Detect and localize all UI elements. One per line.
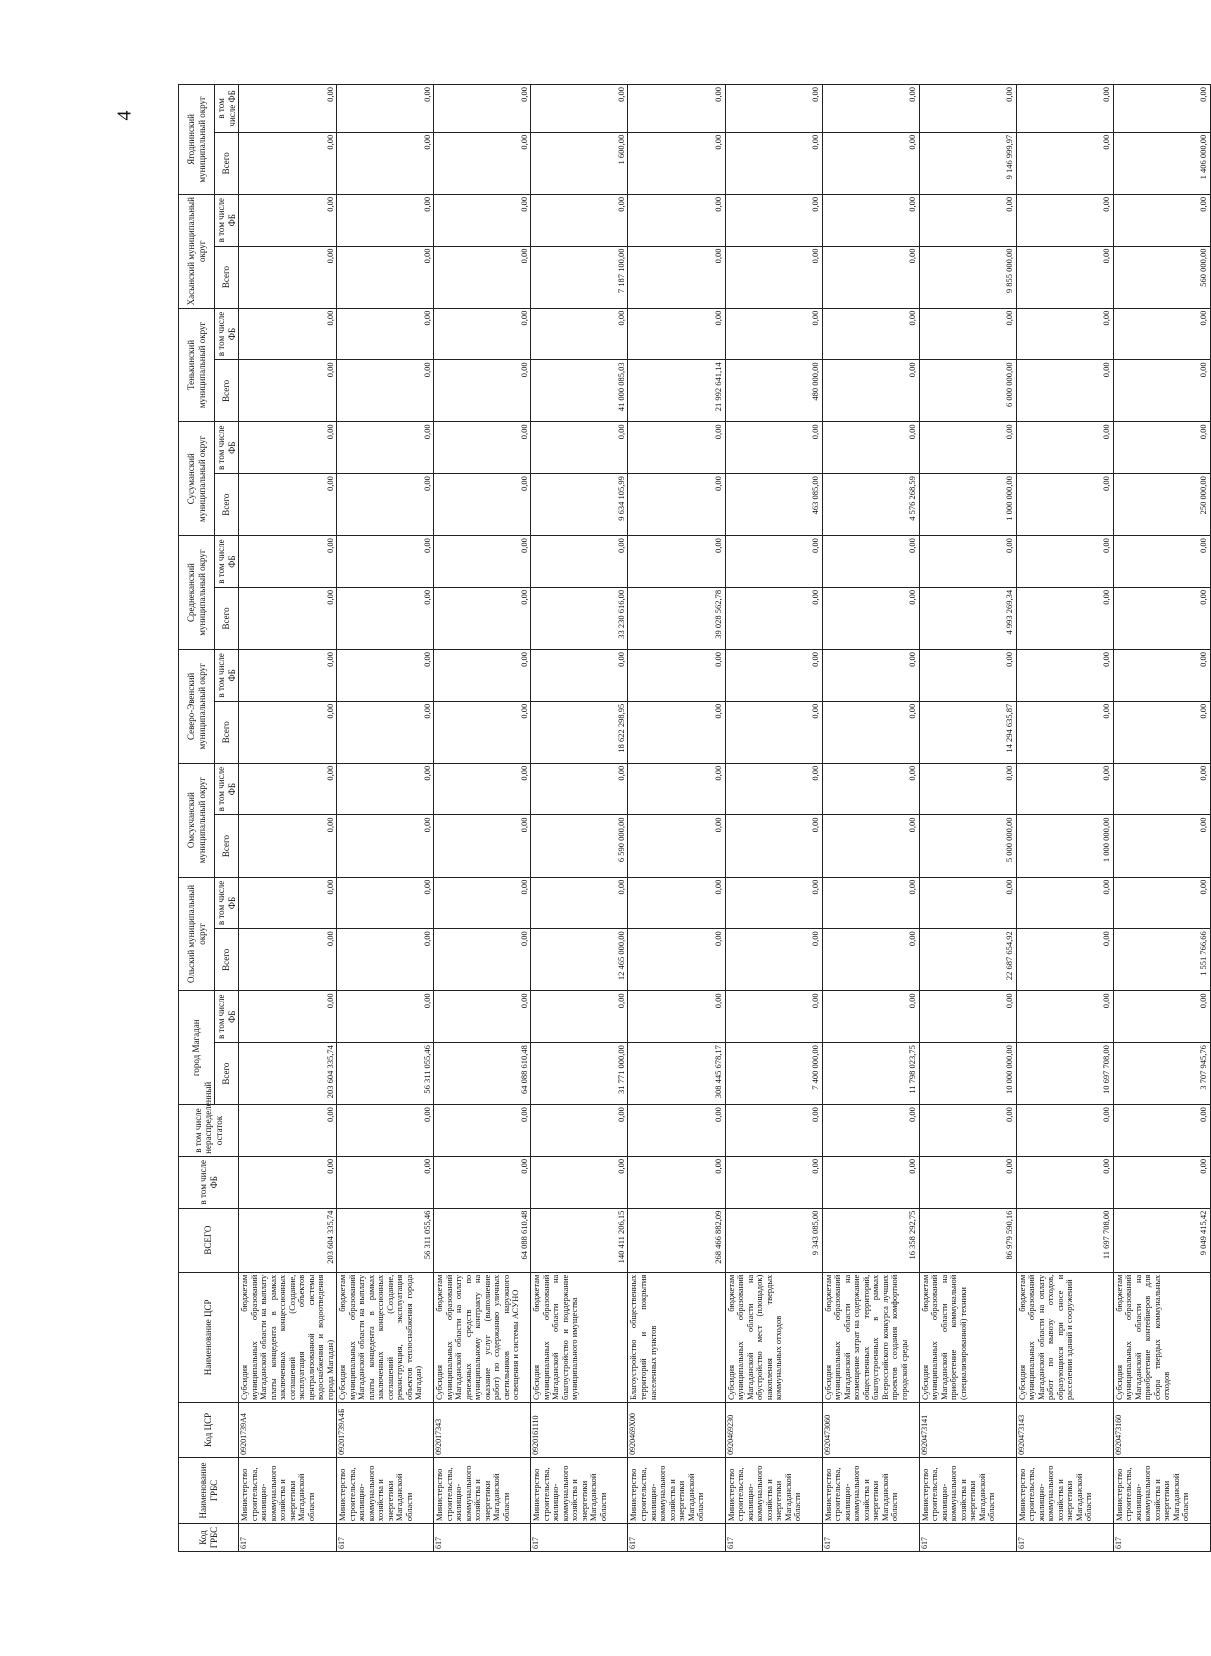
cell-kod-grbs: 617 <box>1113 1524 1210 1552</box>
table-row <box>628 85 725 1552</box>
cell-name-grbs: Министерство строительства, жилищно-коммунального хозяйства и энергетики Магаданской области <box>822 1457 919 1523</box>
cell-region-vsego: 14 294 635,87 <box>919 701 1016 763</box>
cell-region-fb: 0,00 <box>1016 649 1113 701</box>
cell-region-vsego: 0,00 <box>822 246 919 308</box>
table-row <box>919 85 1016 1552</box>
header-region: город Магадан <box>179 991 215 1105</box>
cell-ostatok: 0,00 <box>725 1105 822 1157</box>
cell-region-fb: 0,00 <box>1016 422 1113 474</box>
cell-region-fb: 0,00 <box>822 536 919 588</box>
cell-region-fb: 0,00 <box>919 877 1016 929</box>
cell-fb: 0,00 <box>531 1156 628 1208</box>
cell-region-fb: 0,00 <box>628 536 725 588</box>
cell-kod-grbs: 617 <box>239 1524 337 1552</box>
cell-region-vsego: 0,00 <box>725 701 822 763</box>
cell-vsego: 203 604 335,74 <box>239 1208 337 1272</box>
header-region-vsego: Всего <box>215 815 239 877</box>
cell-region-fb: 0,00 <box>628 877 725 929</box>
cell-region-vsego: 0,00 <box>434 246 531 308</box>
cell-region-fb: 0,00 <box>1113 763 1210 815</box>
cell-region-fb: 0,00 <box>1113 536 1210 588</box>
header-kod-grbs: Код ГРБС <box>179 1524 239 1552</box>
cell-region-fb: 0,00 <box>628 422 725 474</box>
cell-region-vsego: 0,00 <box>239 929 337 991</box>
cell-region-vsego: 0,00 <box>1113 360 1210 422</box>
cell-kod-csr: 09201739А4Б <box>337 1403 434 1458</box>
cell-region-vsego: 463 085,00 <box>725 474 822 536</box>
cell-region-fb: 0,00 <box>628 763 725 815</box>
cell-kod-csr: 0920473060 <box>822 1403 919 1458</box>
cell-region-vsego: 0,00 <box>725 132 822 194</box>
cell-region-vsego: 0,00 <box>337 246 434 308</box>
cell-region-fb: 0,00 <box>822 85 919 133</box>
cell-kod-grbs: 617 <box>1016 1524 1113 1552</box>
cell-fb: 0,00 <box>1016 1156 1113 1208</box>
cell-region-vsego: 22 687 654,92 <box>919 929 1016 991</box>
cell-ostatok: 0,00 <box>531 1105 628 1157</box>
cell-region-fb: 0,00 <box>239 194 337 246</box>
cell-region-fb: 0,00 <box>337 877 434 929</box>
cell-region-fb: 0,00 <box>337 763 434 815</box>
cell-kod-csr: 0920469Х00 <box>628 1403 725 1458</box>
cell-region-vsego: 0,00 <box>628 246 725 308</box>
cell-region-fb: 0,00 <box>919 85 1016 133</box>
cell-region-vsego: 1 406 000,00 <box>1113 132 1210 194</box>
cell-region-vsego: 56 311 055,46 <box>337 1043 434 1105</box>
cell-region-vsego: 4 576 268,59 <box>822 474 919 536</box>
cell-region-fb: 0,00 <box>239 536 337 588</box>
cell-region-vsego: 250 000,00 <box>1113 474 1210 536</box>
cell-region-vsego: 10 000 000,00 <box>919 1043 1016 1105</box>
cell-region-fb: 0,00 <box>239 877 337 929</box>
header-region-fb: в том числе ФБ <box>215 422 239 474</box>
cell-ostatok: 0,00 <box>1016 1105 1113 1157</box>
cell-vsego: 9 343 085,00 <box>725 1208 822 1272</box>
cell-region-fb: 0,00 <box>531 85 628 133</box>
table-row <box>1113 85 1210 1552</box>
cell-region-vsego: 1 000 000,00 <box>919 474 1016 536</box>
cell-region-vsego: 12 465 000,00 <box>531 929 628 991</box>
cell-ostatok: 0,00 <box>434 1105 531 1157</box>
header-region-fb: в том числе ФБ <box>215 308 239 360</box>
header-region: Сусуманский муниципальный округ <box>179 422 215 536</box>
cell-region-vsego: 0,00 <box>239 587 337 649</box>
cell-region-fb: 0,00 <box>1016 194 1113 246</box>
cell-kod-csr: 09201739А4 <box>239 1403 337 1458</box>
cell-region-fb: 0,00 <box>1016 536 1113 588</box>
cell-region-fb: 0,00 <box>725 422 822 474</box>
cell-region-vsego: 5 000 000,00 <box>919 815 1016 877</box>
cell-kod-grbs: 617 <box>822 1524 919 1552</box>
cell-region-fb: 0,00 <box>531 991 628 1043</box>
cell-region-vsego: 3 707 945,76 <box>1113 1043 1210 1105</box>
header-region-fb: в том числе ФБ <box>215 536 239 588</box>
cell-region-fb: 0,00 <box>919 991 1016 1043</box>
cell-vsego: 64 088 610,48 <box>434 1208 531 1272</box>
cell-region-fb: 0,00 <box>337 194 434 246</box>
header-region-fb: в том числе ФБ <box>215 763 239 815</box>
cell-region-vsego: 0,00 <box>1016 246 1113 308</box>
cell-region-fb: 0,00 <box>1113 649 1210 701</box>
cell-region-fb: 0,00 <box>725 308 822 360</box>
cell-region-vsego: 0,00 <box>1016 587 1113 649</box>
cell-vsego: 268 466 882,09 <box>628 1208 725 1272</box>
cell-region-fb: 0,00 <box>434 763 531 815</box>
cell-region-vsego: 1 600,00 <box>531 132 628 194</box>
header-name-grbs: Наименование ГРБС <box>179 1457 239 1523</box>
cell-fb: 0,00 <box>434 1156 531 1208</box>
cell-name-grbs: Министерство строительства, жилищно-коммунального хозяйства и энергетики Магаданской области <box>434 1457 531 1523</box>
header-region-vsego: Всего <box>215 929 239 991</box>
cell-region-fb: 0,00 <box>531 763 628 815</box>
cell-region-vsego: 0,00 <box>239 132 337 194</box>
cell-region-fb: 0,00 <box>531 194 628 246</box>
cell-fb: 0,00 <box>822 1156 919 1208</box>
cell-region-fb: 0,00 <box>919 649 1016 701</box>
cell-kod-csr: 0920473141 <box>919 1403 1016 1458</box>
cell-name-csr: Субсидия бюджетам муниципальных образований Магаданской области на выплату платы концедента в рамках заключенных концессионных соглашений (Создание, реконструкция, эксплуатация объектов теплоснабжения города Магадан) <box>337 1272 434 1402</box>
cell-region-fb: 0,00 <box>337 85 434 133</box>
cell-region-vsego: 0,00 <box>628 815 725 877</box>
cell-kod-grbs: 617 <box>919 1524 1016 1552</box>
header-region-fb: в том числе ФБ <box>215 649 239 701</box>
cell-region-fb: 0,00 <box>434 649 531 701</box>
cell-name-grbs: Министерство строительства, жилищно-коммунального хозяйства и энергетики Магаданской области <box>1113 1457 1210 1523</box>
cell-region-fb: 0,00 <box>628 85 725 133</box>
header-region: Ягоднинский муниципальный округ <box>179 85 215 195</box>
cell-region-fb: 0,00 <box>337 649 434 701</box>
cell-region-fb: 0,00 <box>337 308 434 360</box>
header-v-tom-chisle-fb: в том числе ФБ <box>179 1156 239 1208</box>
header-region-fb: в том числе ФБ <box>215 877 239 929</box>
table-row <box>434 85 531 1552</box>
cell-region-fb: 0,00 <box>1113 85 1210 133</box>
cell-ostatok: 0,00 <box>239 1105 337 1157</box>
cell-region-fb: 0,00 <box>1016 85 1113 133</box>
cell-region-fb: 0,00 <box>239 649 337 701</box>
cell-ostatok: 0,00 <box>628 1105 725 1157</box>
page-number: 4 <box>113 110 136 121</box>
header-ostatok: в том числе нераспределенный остаток <box>179 1105 239 1157</box>
cell-name-csr: Субсидия бюджетам муниципальных образований Магаданской области на возмещение затрат на содержание общественных территорий, благоустроенных в рамках Всероссийского конкурса лучших проектов создания комфортной городской среды <box>822 1272 919 1402</box>
cell-ostatok: 0,00 <box>1113 1105 1210 1157</box>
header-region-fb: в том числе ФБ <box>215 991 239 1043</box>
cell-region-vsego: 0,00 <box>1016 360 1113 422</box>
header-region-vsego: Всего <box>215 701 239 763</box>
cell-region-vsego: 0,00 <box>1113 815 1210 877</box>
cell-kod-grbs: 617 <box>337 1524 434 1552</box>
cell-ostatok: 0,00 <box>919 1105 1016 1157</box>
cell-vsego: 9 049 415,42 <box>1113 1208 1210 1272</box>
header-region: Среднеканский муниципальный округ <box>179 536 215 650</box>
cell-region-vsego: 0,00 <box>434 360 531 422</box>
header-region: Ольский муниципальный округ <box>179 877 215 991</box>
cell-region-vsego: 1 000 000,00 <box>1016 815 1113 877</box>
cell-region-fb: 0,00 <box>822 649 919 701</box>
cell-kod-grbs: 617 <box>725 1524 822 1552</box>
header-vsego: ВСЕГО <box>179 1208 239 1272</box>
cell-region-vsego: 0,00 <box>239 474 337 536</box>
cell-name-grbs: Министерство строительства, жилищно-коммунального хозяйства и энергетики Магаданской области <box>239 1457 337 1523</box>
cell-region-fb: 0,00 <box>822 763 919 815</box>
table-row <box>1016 85 1113 1552</box>
cell-region-fb: 0,00 <box>725 763 822 815</box>
cell-region-fb: 0,00 <box>239 763 337 815</box>
cell-region-vsego: 0,00 <box>725 929 822 991</box>
cell-region-fb: 0,00 <box>1016 877 1113 929</box>
cell-region-vsego: 0,00 <box>628 929 725 991</box>
cell-region-vsego: 0,00 <box>337 587 434 649</box>
header-kod-csr: Код ЦСР <box>179 1403 239 1458</box>
cell-region-fb: 0,00 <box>725 194 822 246</box>
cell-region-fb: 0,00 <box>822 422 919 474</box>
cell-region-vsego: 0,00 <box>1016 132 1113 194</box>
cell-name-csr: Субсидия бюджетам муниципальных образований Магаданской области на приобретение контейнеров для сбора твердых коммунальных отходов <box>1113 1272 1210 1402</box>
cell-region-fb: 0,00 <box>434 194 531 246</box>
cell-fb: 0,00 <box>1113 1156 1210 1208</box>
cell-region-vsego: 9 855 000,00 <box>919 246 1016 308</box>
cell-region-fb: 0,00 <box>239 85 337 133</box>
cell-region-fb: 0,00 <box>628 649 725 701</box>
cell-region-vsego: 0,00 <box>239 815 337 877</box>
cell-name-grbs: Министерство строительства, жилищно-коммунального хозяйства и энергетики Магаданской области <box>628 1457 725 1523</box>
header-region: Тенькинский муниципальный округ <box>179 308 215 422</box>
cell-region-fb: 0,00 <box>919 422 1016 474</box>
cell-ostatok: 0,00 <box>822 1105 919 1157</box>
cell-region-fb: 0,00 <box>239 991 337 1043</box>
cell-vsego: 11 697 708,00 <box>1016 1208 1113 1272</box>
cell-region-fb: 0,00 <box>337 536 434 588</box>
cell-region-vsego: 18 622 298,95 <box>531 701 628 763</box>
cell-region-fb: 0,00 <box>1016 991 1113 1043</box>
cell-region-vsego: 0,00 <box>725 246 822 308</box>
header-region: Хасынский муниципальный округ <box>179 194 215 308</box>
cell-region-vsego: 0,00 <box>239 246 337 308</box>
cell-region-vsego: 6 000 000,00 <box>919 360 1016 422</box>
cell-region-vsego: 31 771 000,00 <box>531 1043 628 1105</box>
table-row <box>531 85 628 1552</box>
cell-region-vsego: 480 000,00 <box>725 360 822 422</box>
cell-region-fb: 0,00 <box>919 536 1016 588</box>
cell-region-fb: 0,00 <box>434 85 531 133</box>
cell-region-fb: 0,00 <box>822 877 919 929</box>
cell-region-fb: 0,00 <box>1113 877 1210 929</box>
cell-region-fb: 0,00 <box>725 991 822 1043</box>
cell-region-vsego: 0,00 <box>337 929 434 991</box>
cell-region-vsego: 0,00 <box>725 815 822 877</box>
cell-region-vsego: 0,00 <box>1113 587 1210 649</box>
cell-ostatok: 0,00 <box>337 1105 434 1157</box>
cell-vsego: 56 311 055,46 <box>337 1208 434 1272</box>
cell-region-fb: 0,00 <box>434 308 531 360</box>
header-region-vsego: Всего <box>215 1043 239 1105</box>
cell-region-fb: 0,00 <box>919 308 1016 360</box>
cell-region-vsego: 64 088 610,48 <box>434 1043 531 1105</box>
header-region-vsego: Всего <box>215 360 239 422</box>
cell-region-vsego: 0,00 <box>337 815 434 877</box>
cell-region-vsego: 9 634 105,99 <box>531 474 628 536</box>
cell-region-fb: 0,00 <box>531 308 628 360</box>
cell-kod-csr: 0920473143 <box>1016 1403 1113 1458</box>
cell-region-vsego: 0,00 <box>628 474 725 536</box>
cell-fb: 0,00 <box>239 1156 337 1208</box>
cell-region-vsego: 308 445 678,17 <box>628 1043 725 1105</box>
cell-region-fb: 0,00 <box>239 422 337 474</box>
cell-region-vsego: 0,00 <box>822 360 919 422</box>
cell-region-fb: 0,00 <box>822 308 919 360</box>
cell-region-vsego: 0,00 <box>1016 474 1113 536</box>
cell-region-vsego: 21 992 641,14 <box>628 360 725 422</box>
cell-region-vsego: 0,00 <box>434 474 531 536</box>
cell-kod-grbs: 617 <box>434 1524 531 1552</box>
cell-region-fb: 0,00 <box>628 194 725 246</box>
cell-kod-csr: 0920161110 <box>531 1403 628 1458</box>
cell-region-vsego: 0,00 <box>337 132 434 194</box>
cell-region-vsego: 0,00 <box>434 587 531 649</box>
header-region-vsego: Всего <box>215 474 239 536</box>
cell-name-grbs: Министерство строительства, жилищно-коммунального хозяйства и энергетики Магаданской области <box>725 1457 822 1523</box>
cell-region-fb: 0,00 <box>1113 308 1210 360</box>
cell-region-vsego: 0,00 <box>822 132 919 194</box>
cell-vsego: 140 411 206,15 <box>531 1208 628 1272</box>
cell-region-fb: 0,00 <box>434 991 531 1043</box>
header-region: Омсукчанский муниципальный округ <box>179 763 215 877</box>
table-row <box>822 85 919 1552</box>
table-row <box>725 85 822 1552</box>
cell-kod-grbs: 617 <box>628 1524 725 1552</box>
cell-region-vsego: 39 028 562,78 <box>628 587 725 649</box>
cell-region-vsego: 560 000,00 <box>1113 246 1210 308</box>
cell-region-fb: 0,00 <box>337 991 434 1043</box>
cell-region-fb: 0,00 <box>434 877 531 929</box>
cell-region-vsego: 0,00 <box>434 701 531 763</box>
cell-region-fb: 0,00 <box>822 194 919 246</box>
cell-kod-csr: 0920473160 <box>1113 1403 1210 1458</box>
cell-region-fb: 0,00 <box>919 763 1016 815</box>
cell-region-vsego: 41 000 085,03 <box>531 360 628 422</box>
cell-region-vsego: 10 697 708,00 <box>1016 1043 1113 1105</box>
header-region-vsego: Всего <box>215 587 239 649</box>
cell-fb: 0,00 <box>919 1156 1016 1208</box>
cell-vsego: 16 358 292,75 <box>822 1208 919 1272</box>
cell-region-vsego: 0,00 <box>239 701 337 763</box>
cell-region-vsego: 0,00 <box>628 132 725 194</box>
subsidy-distribution-table <box>178 84 1211 1552</box>
cell-region-fb: 0,00 <box>1016 763 1113 815</box>
cell-region-vsego: 0,00 <box>239 360 337 422</box>
cell-region-fb: 0,00 <box>725 85 822 133</box>
header-name-csr: Наименование ЦСР <box>179 1272 239 1402</box>
cell-region-fb: 0,00 <box>531 877 628 929</box>
cell-fb: 0,00 <box>725 1156 822 1208</box>
cell-region-vsego: 7 187 100,00 <box>531 246 628 308</box>
cell-region-fb: 0,00 <box>531 536 628 588</box>
table-body <box>239 85 1211 1552</box>
cell-region-fb: 0,00 <box>628 308 725 360</box>
cell-region-vsego: 11 798 023,75 <box>822 1043 919 1105</box>
cell-region-vsego: 0,00 <box>1016 929 1113 991</box>
cell-region-vsego: 7 400 000,00 <box>725 1043 822 1105</box>
rotated-document-sheet <box>178 84 1211 1552</box>
cell-region-vsego: 0,00 <box>337 701 434 763</box>
cell-region-fb: 0,00 <box>531 649 628 701</box>
table-row <box>239 85 337 1552</box>
cell-kod-csr: 092017343 <box>434 1403 531 1458</box>
cell-region-vsego: 203 604 335,74 <box>239 1043 337 1105</box>
cell-region-vsego: 0,00 <box>434 815 531 877</box>
cell-region-fb: 0,00 <box>434 422 531 474</box>
cell-region-vsego: 4 993 269,34 <box>919 587 1016 649</box>
header-region-vsego: Всего <box>215 132 239 194</box>
cell-region-vsego: 0,00 <box>822 587 919 649</box>
cell-fb: 0,00 <box>337 1156 434 1208</box>
cell-name-csr: Субсидия бюджетам муниципальных образований Магаданской области на оплату денежных средств по муниципальному контракту на оказание услуг (выполнение работ) по содержанию уличных светильников наружного освещения и системы АСУНО <box>434 1272 531 1402</box>
cell-name-grbs: Министерство строительства, жилищно-коммунального хозяйства и энергетики Магаданской области <box>919 1457 1016 1523</box>
cell-region-vsego: 0,00 <box>434 132 531 194</box>
cell-region-fb: 0,00 <box>1113 194 1210 246</box>
cell-region-vsego: 0,00 <box>725 587 822 649</box>
cell-region-vsego: 0,00 <box>337 360 434 422</box>
header-region: Северо-Эвенский муниципальный округ <box>179 649 215 763</box>
cell-region-vsego: 0,00 <box>1016 701 1113 763</box>
cell-region-fb: 0,00 <box>1113 422 1210 474</box>
cell-name-grbs: Министерство строительства, жилищно-коммунального хозяйства и энергетики Магаданской области <box>337 1457 434 1523</box>
cell-region-vsego: 9 146 999,97 <box>919 132 1016 194</box>
table-header <box>179 85 239 1552</box>
cell-name-csr: Субсидия бюджетам муниципальных образований Магаданской области на приобретение коммунальной (специализированной) техники <box>919 1272 1016 1402</box>
cell-kod-csr: 0920469230 <box>725 1403 822 1458</box>
cell-kod-grbs: 617 <box>531 1524 628 1552</box>
cell-name-csr: Благоустройство общественных территорий и покрытия населенных пунктов <box>628 1272 725 1402</box>
cell-region-vsego: 0,00 <box>628 701 725 763</box>
cell-name-csr: Субсидия бюджетам муниципальных образований Магаданской области на оплату работ по вывозу отходов, образующихся при сносе и расселении зданий и сооружений <box>1016 1272 1113 1402</box>
table-row <box>337 85 434 1552</box>
cell-fb: 0,00 <box>628 1156 725 1208</box>
cell-region-vsego: 33 230 616,00 <box>531 587 628 649</box>
cell-region-vsego: 0,00 <box>337 474 434 536</box>
cell-name-csr: Субсидия бюджетам муниципальных образований Магаданской области на обустройство мест (площадок) накопления твердых коммунальных отходов <box>725 1272 822 1402</box>
cell-region-fb: 0,00 <box>725 649 822 701</box>
cell-region-vsego: 0,00 <box>434 929 531 991</box>
cell-name-grbs: Министерство строительства, жилищно-коммунального хозяйства и энергетики Магаданской области <box>531 1457 628 1523</box>
cell-region-vsego: 0,00 <box>1113 701 1210 763</box>
cell-name-grbs: Министерство строительства, жилищно-коммунального хозяйства и энергетики Магаданской области <box>1016 1457 1113 1523</box>
header-region-vsego: Всего <box>215 246 239 308</box>
cell-region-fb: 0,00 <box>337 422 434 474</box>
cell-region-fb: 0,00 <box>919 194 1016 246</box>
cell-region-fb: 0,00 <box>434 536 531 588</box>
cell-region-vsego: 0,00 <box>822 929 919 991</box>
cell-region-fb: 0,00 <box>822 991 919 1043</box>
cell-region-vsego: 0,00 <box>822 815 919 877</box>
cell-region-fb: 0,00 <box>531 422 628 474</box>
cell-region-fb: 0,00 <box>628 991 725 1043</box>
cell-region-fb: 0,00 <box>1016 308 1113 360</box>
header-region-fb: в том числе ФБ <box>215 194 239 246</box>
cell-region-fb: 0,00 <box>725 877 822 929</box>
cell-region-vsego: 0,00 <box>822 701 919 763</box>
header-region-fb: в том числе ФБ <box>215 85 239 133</box>
cell-name-csr: Субсидия бюджетам муниципальных образований Магаданской области на благоустройство и поддержание муниципального имущества <box>531 1272 628 1402</box>
cell-region-vsego: 6 590 000,00 <box>531 815 628 877</box>
cell-region-fb: 0,00 <box>725 536 822 588</box>
cell-vsego: 86 979 590,16 <box>919 1208 1016 1272</box>
cell-region-fb: 0,00 <box>239 308 337 360</box>
cell-region-fb: 0,00 <box>1113 991 1210 1043</box>
cell-region-vsego: 1 551 766,66 <box>1113 929 1210 991</box>
cell-name-csr: Субсидия бюджетам муниципальных образований Магаданской области на выплату платы концедента в рамках заключенных концессионных соглашений (Создание, эксплуатация объектов централизованной системы водоснабжения и водоотведения города Магадан) <box>239 1272 337 1402</box>
